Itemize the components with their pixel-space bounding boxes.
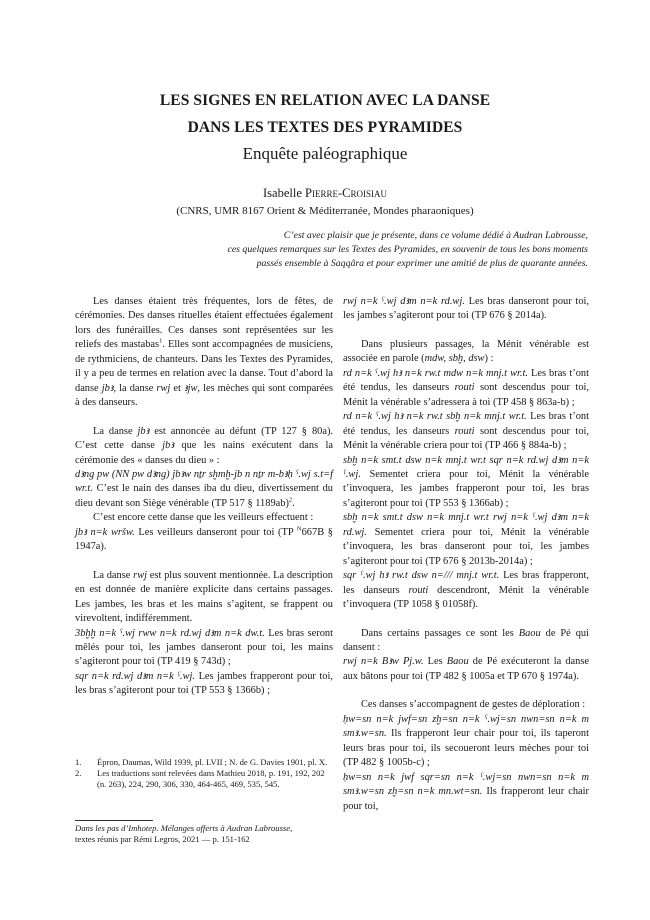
- transliteration-paragraph: sbḫ n=k smt.t dsw n=k mnj.t wr.t sqr n=k rd.wj dꜣm n=k ˁ.wj. Sementet criera pour toi, Ménit la vénérable t’invoquera, les jambes frapperont pour toi, les bras s’agiteront pour toi (TP 553 § 1366ab) ;: [343, 454, 589, 509]
- paragraph: Ces danses s’accompagnent de gestes de déploration :: [361, 699, 586, 711]
- left-column: [75, 295, 333, 699]
- transliteration-paragraph: sqr n=k rd.wj dꜣm n=k ˁ.wj. Les jambes frapperont pour toi, les bras s’agiteront pour toi (TP 553 § 1366b) ;: [75, 670, 333, 697]
- footnote-1: [75, 757, 333, 768]
- dedication-line-3: passés ensemble à Saqqâra et pour exprimer une amitié de plus de quarante années.: [256, 258, 588, 269]
- transliteration-paragraph: dꜣng pw (NN pw dꜣng) jbꜣw nṯr sḫmḫ-jb n nṯr m-bꜣḥ ˁ.wj s.t=f wr.t. C’est le nain des danses iba du dieu, divertissement du dieu devant son Siège vénérable (TP 517 § 1189ab)$^2$.: [75, 468, 333, 509]
- footnote-ref: 1: [159, 337, 163, 345]
- transliteration-paragraph: rd n=k ˁ.wj hꜣ n=k rw.t sbḫ n=k mnj.t wr.t. Les bras t’ont été tendus, les danseurs routi sont descendus pour toi, Ménit la vénérable criera pour toi (TP 466 § 884a-b) ;: [343, 411, 590, 452]
- footer-line-2: textes réunis par Rémi Legros, 2021 — p. 151-162: [75, 834, 250, 844]
- footer-line-1: Dans les pas d’Imhotep. Mélanges offerts à Audran Labrousse,: [75, 823, 293, 833]
- right-column: [343, 295, 589, 814]
- title-line-1: LES SIGNES EN RELATION AVEC LA DANSE: [159, 92, 491, 109]
- transliteration-paragraph: jbꜣ n=k wršw. Les veilleurs danseront pour toi (TP $^N$667B § 1947a).: [75, 525, 334, 553]
- dedication: [108, 229, 588, 271]
- transliteration-paragraph: rd n=k ˁ.wj hꜣ n=k rw.t mdw n=k mnj.t wr.t. Les bras t’ont été tendus, les danseurs routi sont descendus pour toi, Ménit la vénérable s’adressera à toi (TP 458 § 863a-b) ;: [343, 367, 590, 408]
- paragraph: Dans plusieurs passages, la Ménit vénérable est associée en parole (mdw, sbḫ, dsw) :: [343, 338, 589, 365]
- transliteration-paragraph: ḥw=sn n=k jwf=sn zḫ=sn n=k ˁ.wj=sn nwn=sn n=k m smꜣ.w=sn. Ils frapperont leur chair pour toi, ils taperont leurs bras pour toi, ils secoueront leurs mèches pour toi (TP 482 § 1005b-c) ;: [343, 713, 589, 769]
- dedication-line-2: ces quelques remarques sur les Textes des Pyramides, en souvenir de tous les bons moments: [227, 244, 588, 255]
- footnote-number: 1.: [75, 757, 82, 767]
- author-last-name: Pierre-Croisiau: [305, 186, 387, 200]
- transliteration-paragraph: ḥw=sn n=k jwf sqr=sn n=k ˁ.wj=sn nwn=sn n=k m smꜣ.w=sn zḫ=sn n=k mn.wt=sn. Ils frapperont leur chair pour toi,: [343, 771, 589, 812]
- author-first-name: Isabelle: [263, 186, 302, 200]
- footnote-number: 2.: [75, 768, 82, 778]
- paragraph: La danse rwj est plus souvent mentionnée. La description en est donnée de manière explicite dans certains passages. Les jambes, les bras et les mains s’agitent, se frappent ou virevoltent, indifféremment.: [75, 569, 333, 625]
- author: [0, 186, 650, 201]
- transliteration-paragraph: sbḫ n=k smt.t dsw n=k mnj.t wr.t rwj n=k ˁ.wj dꜣm n=k rd.wj. Sementet criera pour toi, Ménit la vénérable t’invoquera, les bras danseront pour toi, les jambes s’agiteront pour toi (TP 676 § 2013b-2014a) ;: [343, 512, 589, 567]
- paragraph: Dans certains passages ce sont les Baou de Pé qui dansent :: [343, 627, 589, 653]
- paragraph: C’est encore cette danse que les veilleurs effectuent :: [93, 512, 314, 524]
- footnote-ref: 2: [288, 496, 293, 504]
- footnote-text: Épron, Daumas, Wild 1939, pl. LVII ; N. de G. Davies 1901, pl. X.: [97, 757, 328, 767]
- affiliation: (CNRS, UMR 8167 Orient & Méditerranée, Mondes pharaoniques): [176, 205, 474, 217]
- dedication-line-1: C’est avec plaisir que je présente, dans ce volume dédié à Audran Labrousse,: [283, 230, 588, 241]
- transliteration-paragraph: 3bḫḫ n=k ˁ.wj rww n=k rd.wj dꜣm n=k dw.t. Les bras seront mêlés pour toi, les jambes danseront pour toi, les mains s’agiteront pour toi (TP 419 § 743d) ;: [75, 627, 333, 668]
- paragraph: La danse jbꜣ est annoncée au défunt (TP 127 § 80a). C’est cette danse jbꜣ que les nains exécutent dans la cérémonie des « danses du dieu » :: [75, 425, 334, 466]
- footer-rule: [75, 820, 153, 821]
- footer: [75, 823, 375, 845]
- subtitle: Enquête paléographique: [242, 144, 408, 163]
- transliteration-paragraph: rwj n=k ˁ.wj dꜣm n=k rd.wj. Les bras danseront pour toi, les jambes s’agiteront pour toi (TP 676 § 2014a).: [343, 296, 589, 322]
- footnote-2: [75, 768, 333, 790]
- title-line-2: DANS LES TEXTES DES PYRAMIDES: [187, 119, 463, 136]
- footnotes: [75, 757, 333, 790]
- transliteration-paragraph: sqr ˁ.wj hꜣ rw.t dsw n=/// mnj.t wr.t. Les bras frapperont, les danseurs routi descendront, Ménit la vénérable t’invoquera (TP 1058 § 01058f).: [343, 570, 589, 611]
- paragraph: Les danses étaient très fréquentes, lors de fêtes, de cérémonies. Des danses rituelles étaient effectuées également lors des funérailles. Ces danses sont représentées sur les reliefs des mastabas$^1$. Elles sont accompagnées de musiciens, de rythmiciens, de chanteurs. Dans les Textes des Pyramides, il y a peu de termes en relation avec la danse. Tout d’abord la danse jbꜣ, la danse rwj et ꜣjw, les mèches qui sont comparées à des danseurs.: [75, 296, 333, 409]
- footnote-text: Les traductions sont relevées dans Mathieu 2018, p. 191, 192, 202 (n. 263), 224, 290, 306, 330, 464-465, 469, 535, 545.: [97, 768, 325, 789]
- transliteration-paragraph: rwj n=k Bꜣw Pj.w. Les Baou de Pé exécuteront la danse aux bâtons pour toi (TP 482 § 1005a et TP 670 § 1974a).: [343, 656, 589, 682]
